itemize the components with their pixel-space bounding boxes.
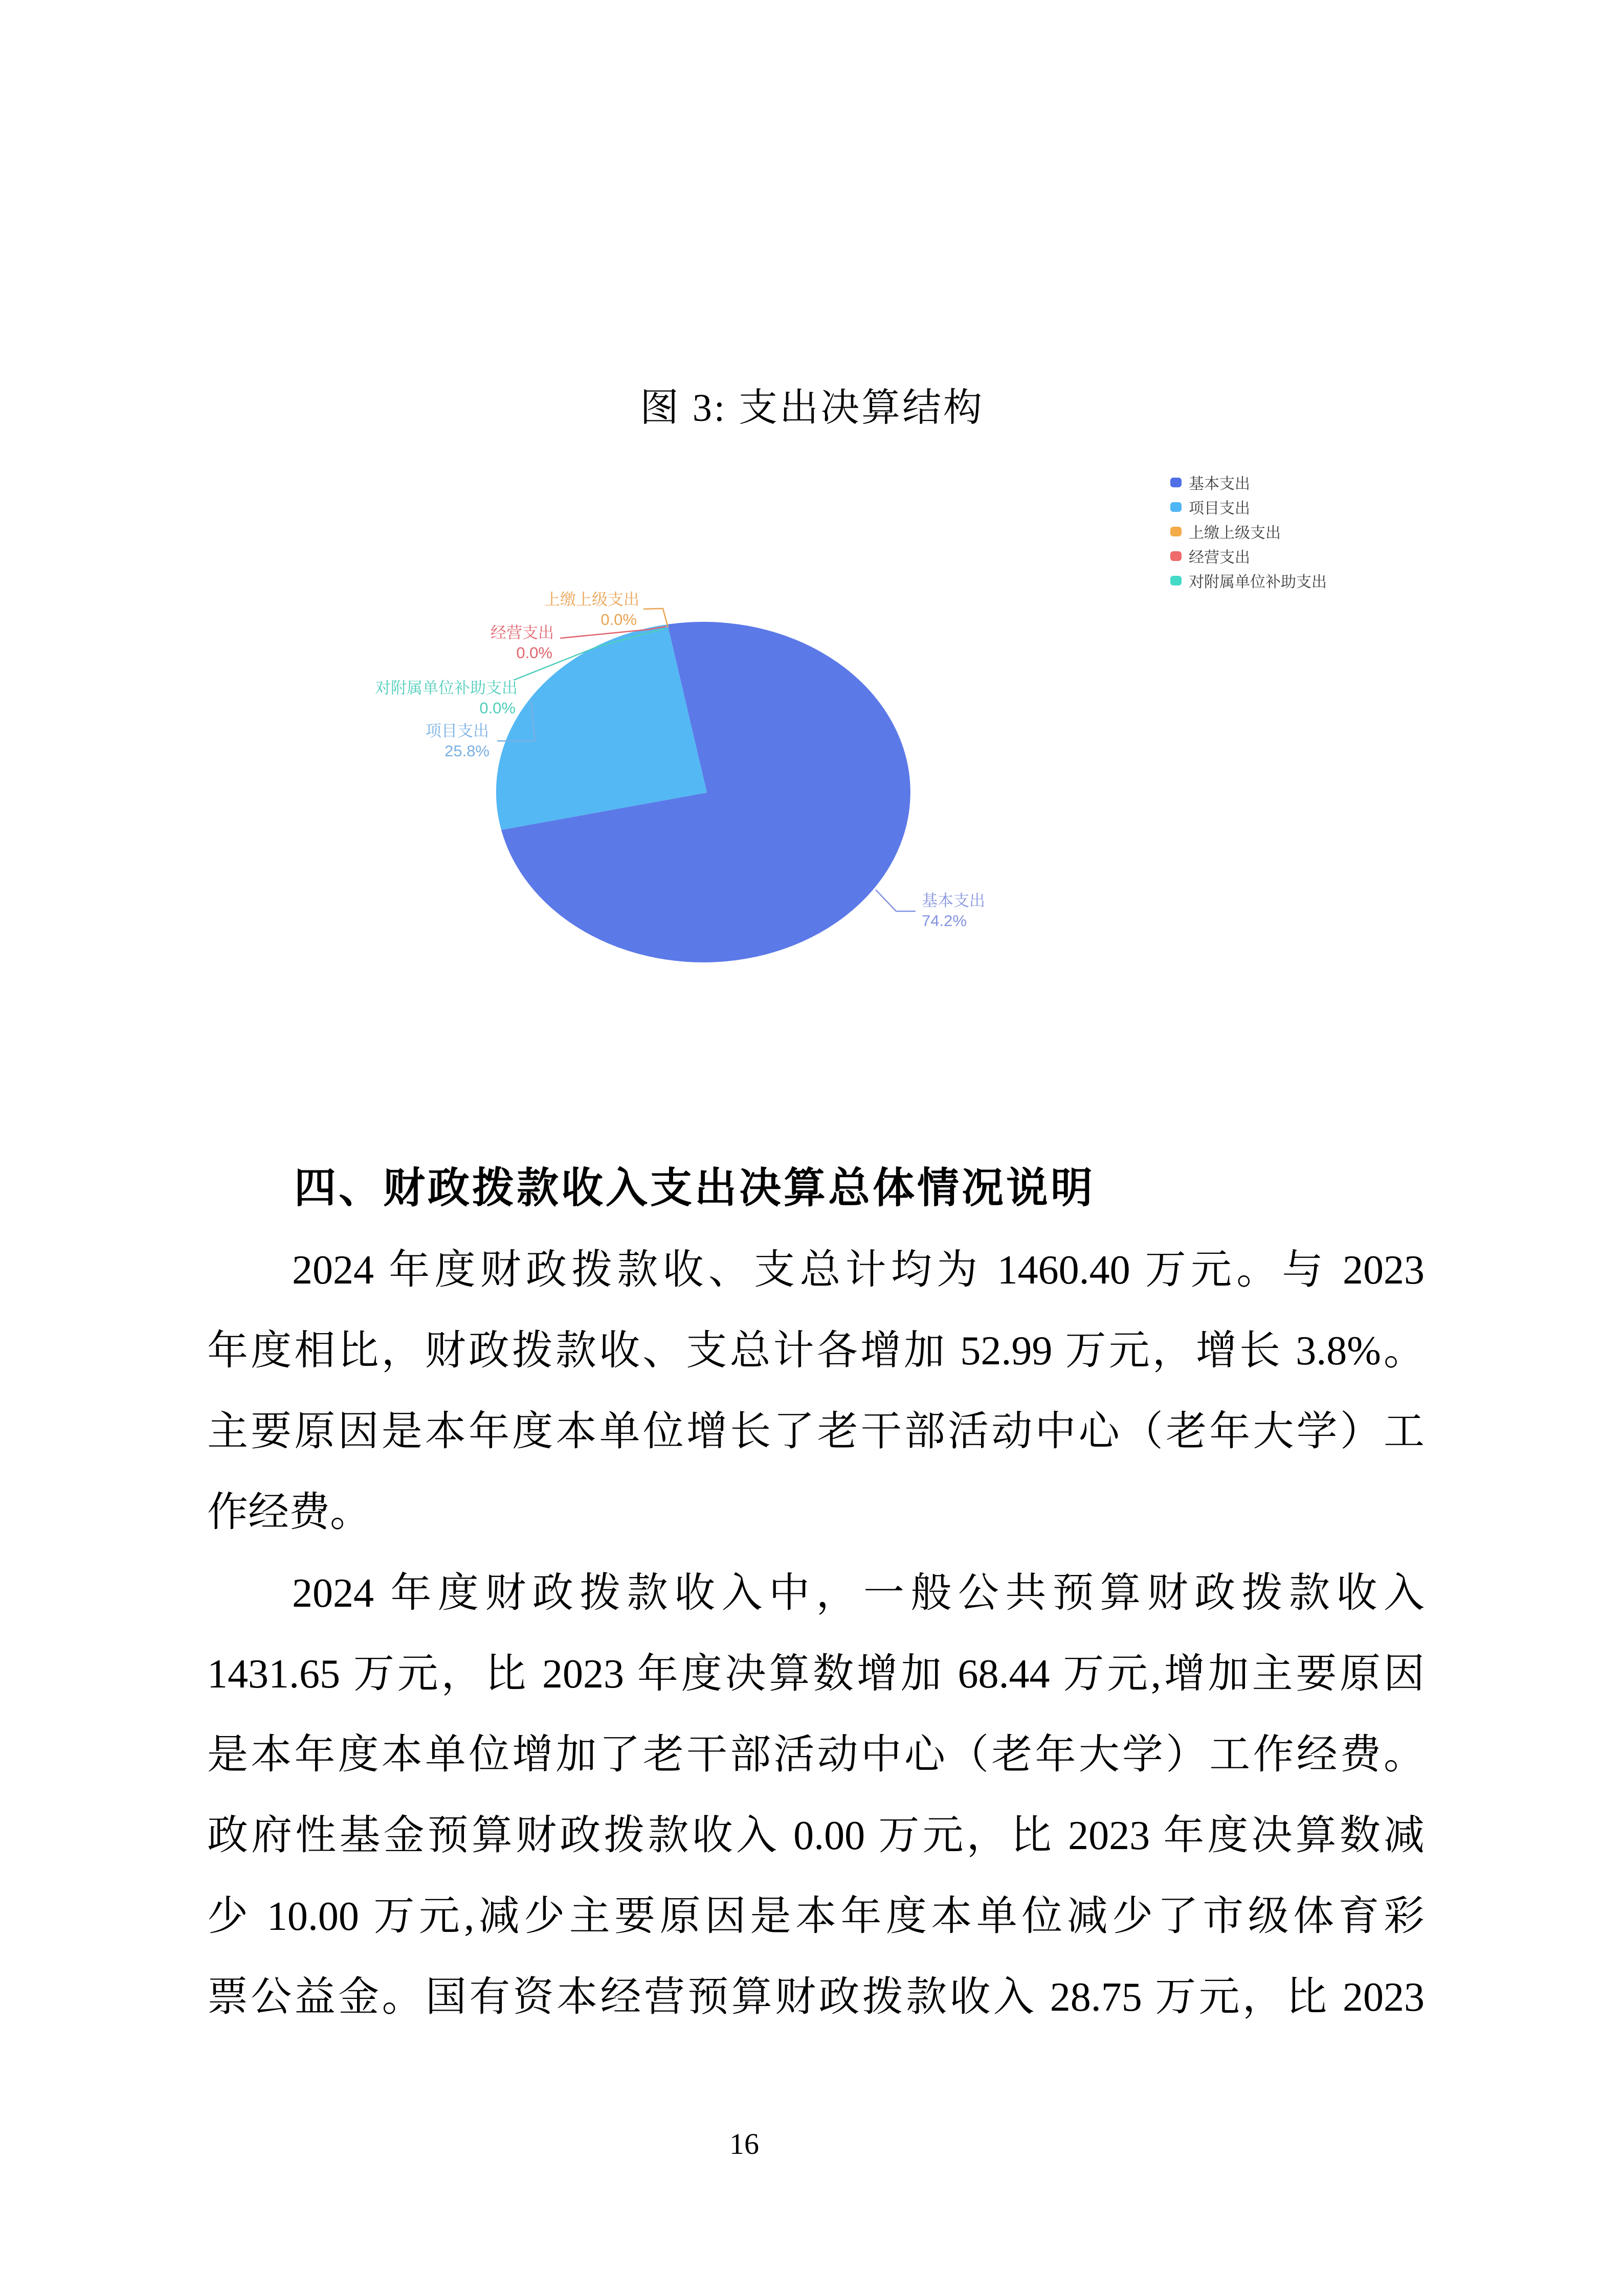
legend-item-operating [1170,544,1327,568]
body-line: 票公益金。国有资本经营预算财政拨款收入 28.75 万元，比 2023 [207,1975,1425,2020]
legend-label: 基本支出 [1189,476,1250,492]
body-line: 2024 年度财政拨款收入中，一般公共预算财政拨款收入 [292,1571,1425,1616]
callout-upper-name: 上缴上级支出 [544,591,639,609]
callout-upper-value: 0.0% [600,611,637,628]
body-line: 主要原因是本年度本单位增长了老干部活动中心（老年大学）工 [207,1409,1425,1454]
callout-project-value: 25.8% [444,742,490,760]
body-line: 是本年度本单位增加了老干部活动中心（老年大学）工作经费。 [207,1732,1425,1777]
body-line: 1431.65 万元，比 2023 年度决算数增加 68.44 万元,增加主要原因 [207,1652,1425,1697]
callout-subsidy-name: 对附属单位补助支出 [375,679,518,697]
legend-swatch-project [1170,502,1182,512]
body-line: 少 10.00 万元,减少主要原因是本年度本单位减少了市级体育彩 [207,1894,1425,1939]
legend-swatch-basic [1170,478,1182,487]
body-line: 2024 年度财政拨款收、支总计均为 1460.40 万元。与 2023 [292,1248,1425,1293]
legend-label: 项目支出 [1189,500,1250,517]
body-line: 作经费。 [207,1490,371,1535]
callout-subsidy-value: 0.0% [479,699,516,717]
callout-project-name: 项目支出 [426,722,489,740]
legend-label: 上缴上级支出 [1189,525,1281,542]
legend-item-project [1170,494,1327,519]
leader-line-basic [876,890,916,911]
legend-item-upper [1170,519,1327,544]
legend-item-subsidy [1170,568,1327,593]
leader-line-upper [643,609,668,627]
section-heading: 四、财政拨款收入支出决算总体情况说明 [294,1165,1096,1211]
body-line: 年度相比，财政拨款收、支总计各增加 52.99 万元，增长 3.8%。 [207,1329,1425,1374]
callout-operating-value: 0.0% [516,644,552,662]
body-line: 政府性基金预算财政拨款收入 0.00 万元，比 2023 年度决算数减 [207,1813,1425,1858]
chart-legend [1170,470,1327,593]
legend-label: 经营支出 [1189,549,1250,566]
body-text [207,1230,1425,2038]
legend-swatch-upper [1170,527,1182,536]
callout-operating-name: 经营支出 [491,624,554,642]
legend-item-basic [1170,470,1327,494]
callout-basic-name: 基本支出 [922,892,985,910]
legend-swatch-operating [1170,551,1182,561]
page-number: 16 [729,2127,759,2160]
callout-basic-value: 74.2% [922,912,967,930]
legend-label: 对附属单位补助支出 [1189,574,1327,591]
figure-title: 图 3: 支出决算结构 [639,387,985,430]
legend-swatch-subsidy [1170,576,1182,586]
